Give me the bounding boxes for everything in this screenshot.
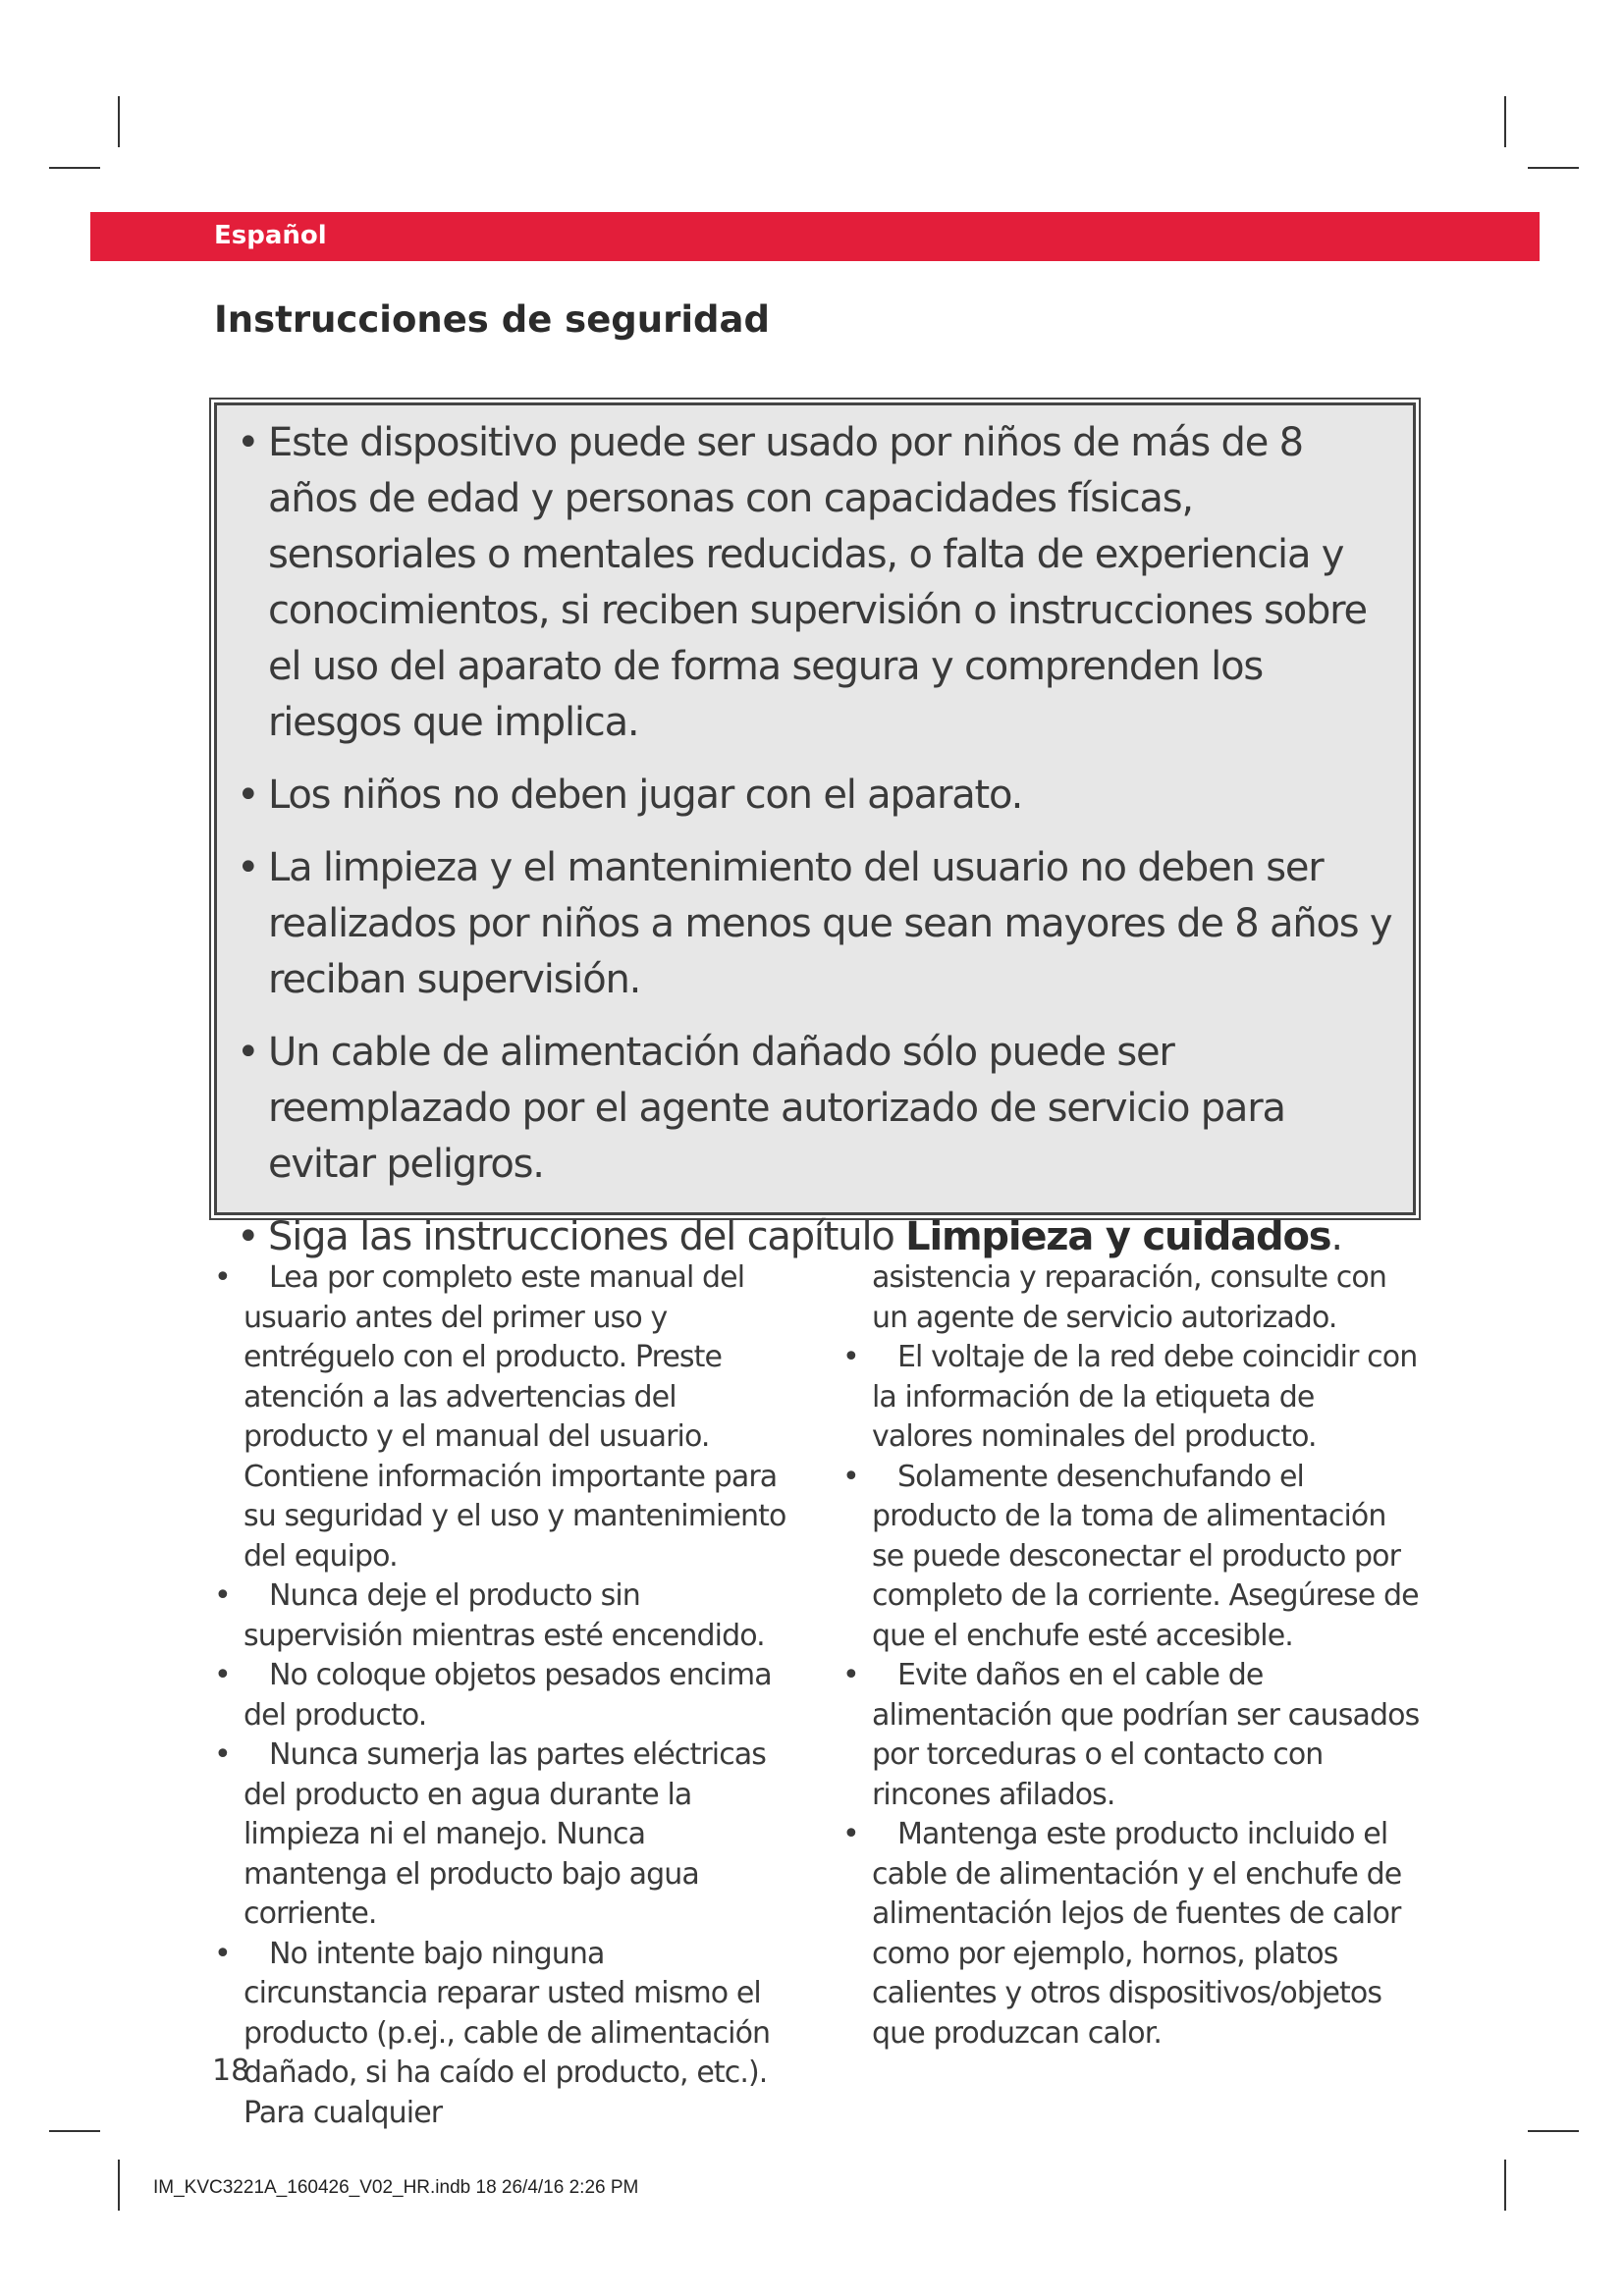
list-item-text: Nunca sumerja las partes eléctricas del producto en agua durante la limpieza ni el manejo. Nunca mantenga el producto bajo agua corriente. [244, 1737, 767, 1931]
section-title: Instrucciones de seguridad [214, 298, 770, 341]
chapter-reference: Limpieza y cuidados [905, 1214, 1331, 1259]
warning-item [237, 1209, 1399, 1265]
warning-text: Un cable de alimentación dañado sólo puede ser reemplazado por el agente autorizado de servicio para evitar peligros. [268, 1030, 1285, 1187]
language-label: Español [214, 221, 327, 250]
crop-mark [1528, 167, 1579, 169]
crop-mark [1504, 2160, 1506, 2211]
list-item [842, 1656, 1422, 1815]
bullet-icon: • [237, 1030, 259, 1075]
list-item-text: Lea por completo este manual del usuario antes del primer uso y entréguelo con el producto. Preste atención a las advertencias del producto y el manual del usuario. Contiene información importante para su seguridad y el uso y mantenimiento del equipo. [244, 1260, 786, 1574]
list-item-text: Mantenga este producto incluido el cable de alimentación y el enchufe de alimentación lejos de fuentes de calor como por ejemplo, hornos, platos calientes y otros dispositivos/objetos que produzcan calor. [872, 1817, 1402, 2051]
left-column [214, 1258, 793, 2133]
warning-text: Los niños no deben jugar con el aparato. [268, 773, 1023, 818]
bullet-icon: • [214, 1658, 231, 1692]
warning-text: La limpieza y el mantenimiento del usuario no deben ser realizados por niños a menos que sean mayores de 8 años y reciban supervisión. [268, 845, 1392, 1002]
bullet-icon: • [842, 1658, 859, 1692]
bullet-icon: • [214, 1936, 231, 1971]
warning-box [214, 402, 1416, 1259]
list-item-text: No coloque objetos pesados encima del producto. [244, 1658, 772, 1733]
warning-text: Este dispositivo puede ser usado por niños de más de 8 años de edad y personas con capacidades físicas, sensoriales o mentales reducidas, o falta de experiencia y conocimientos, si reciben supervisión o instrucciones sobre el uso del aparato de forma segura y comprenden los riesgos que implica. [268, 420, 1367, 745]
crop-mark [1528, 2130, 1579, 2132]
right-list [842, 1338, 1422, 2054]
list-item [214, 1935, 793, 2134]
crop-mark [49, 2130, 100, 2132]
bullet-icon: • [214, 1578, 231, 1613]
footer-slug: IM_KVC3221A_160426_V02_HR.indb 18 26/4/16 2:26 PM [153, 2177, 639, 2198]
crop-mark [118, 2160, 120, 2211]
list-item [842, 1458, 1422, 1657]
list-item [214, 1576, 793, 1656]
page-number: 18 [212, 2054, 250, 2088]
warning-text: Siga las instrucciones del capítulo [268, 1214, 906, 1259]
warning-item [237, 768, 1399, 824]
right-column [842, 1258, 1422, 2054]
list-item [214, 1656, 793, 1735]
bullet-icon: • [842, 1817, 859, 1851]
warning-item [237, 1025, 1399, 1193]
list-item-text: Nunca deje el producto sin supervisión mientras esté encendido. [244, 1578, 765, 1653]
bullet-icon: • [214, 1737, 231, 1772]
crop-mark [118, 96, 120, 147]
list-item-text: Evite daños en el cable de alimentación que podrían ser causados por torceduras o el contacto con rincones afilados. [872, 1658, 1420, 1812]
list-item-text: No intente bajo ninguna circunstancia reparar usted mismo el producto (p.ej., cable de alimentación dañado, si ha caído el producto, etc.). Para cualquier [244, 1936, 771, 2130]
bullet-icon: • [842, 1340, 859, 1374]
continued-text: asistencia y reparación, consulte con un agente de servicio autorizado. [872, 1260, 1386, 1335]
bullet-icon: • [214, 1260, 231, 1295]
bullet-icon: • [237, 773, 259, 818]
list-item [842, 1815, 1422, 2054]
bullet-icon: • [842, 1459, 859, 1494]
warning-list [237, 415, 1399, 1265]
warning-suffix: . [1330, 1214, 1342, 1259]
bullet-icon: • [237, 1214, 259, 1259]
bullet-icon: • [237, 845, 259, 890]
list-item-text: El voltaje de la red debe coincidir con la información de la etiqueta de valores nominales del producto. [872, 1340, 1418, 1454]
crop-mark [1504, 96, 1506, 147]
list-item [842, 1338, 1422, 1458]
list-item-text: Solamente desenchufando el producto de la toma de alimentación se puede desconectar el producto por completo de la corriente. Asegúrese de que el enchufe esté accesible. [872, 1459, 1419, 1653]
warning-item [237, 840, 1399, 1008]
list-item [214, 1258, 793, 1576]
list-item [214, 1735, 793, 1935]
crop-mark [49, 167, 100, 169]
language-bar [90, 212, 1540, 261]
warning-item [237, 415, 1399, 751]
left-list [214, 1258, 793, 2133]
bullet-icon: • [237, 420, 259, 465]
